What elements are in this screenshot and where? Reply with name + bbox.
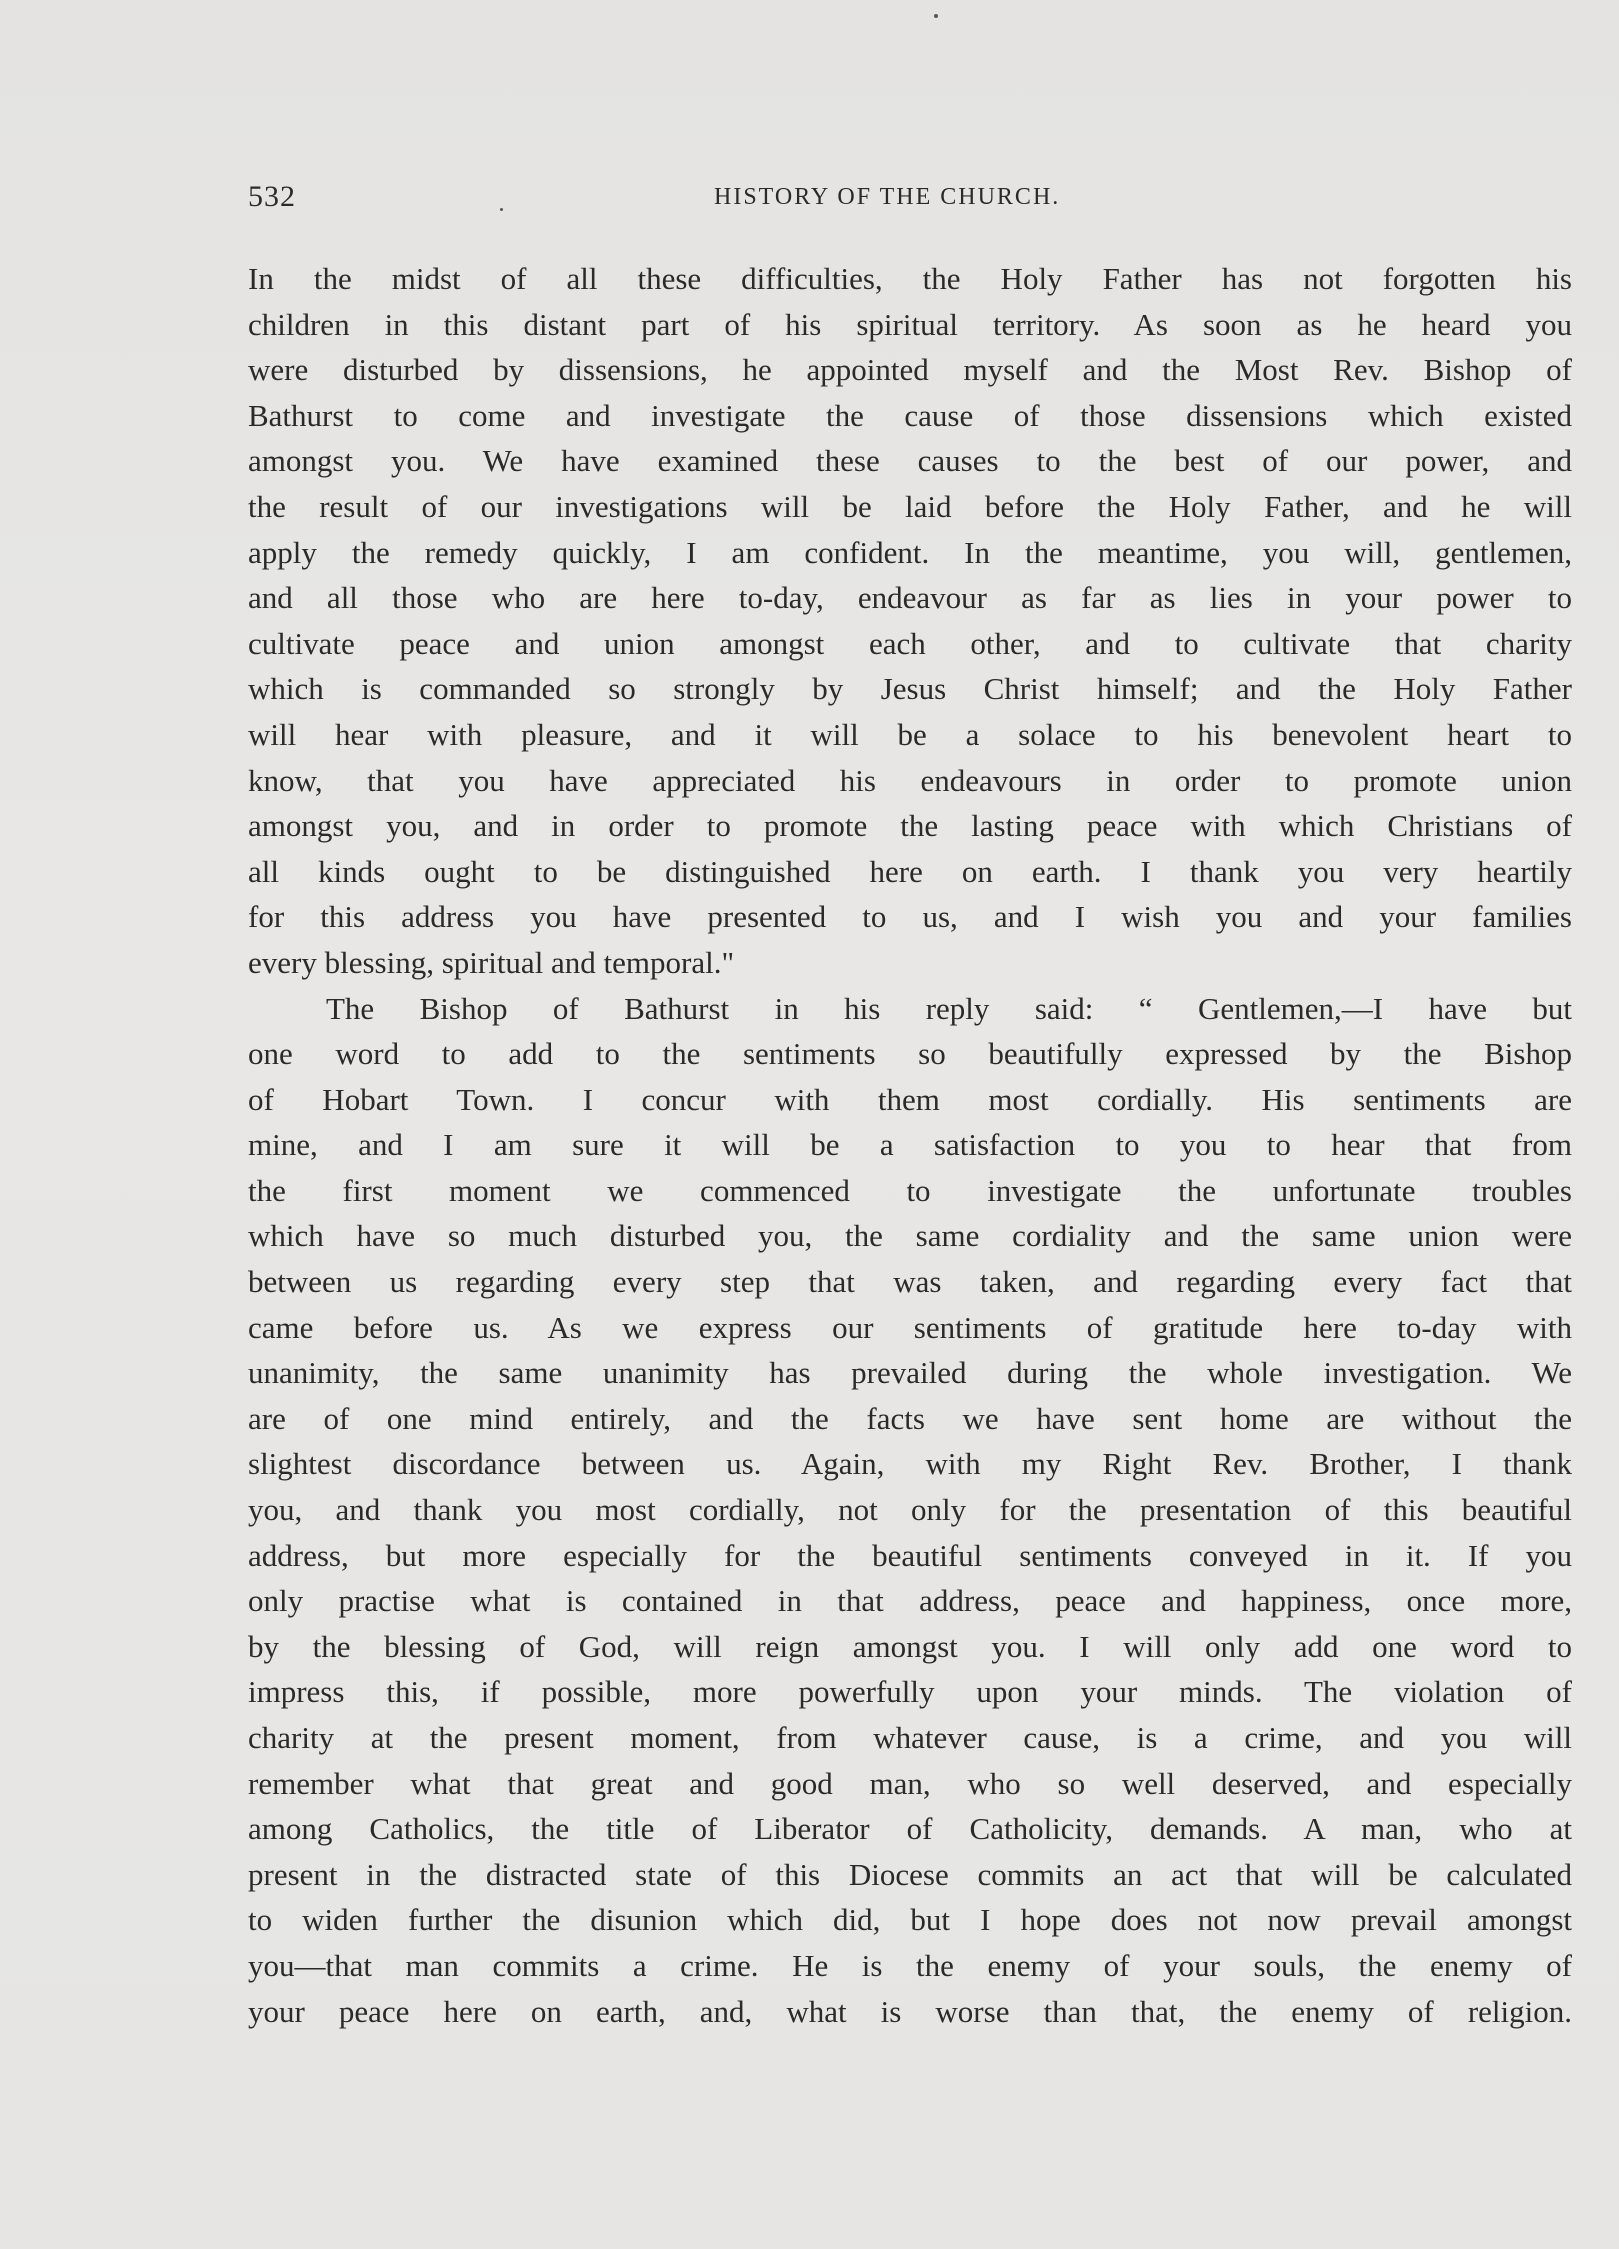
text-line: were disturbed by dissensions, he appointed myself and the Most Rev. Bishop of xyxy=(248,352,1572,388)
text-line: apply the remedy quickly, I am confident. In the meantime, you will, gentlemen, xyxy=(248,534,1572,570)
text-line: you, and thank you most cordially, not only for the presentation of this beautiful xyxy=(248,1492,1572,1528)
text-line: are of one mind entirely, and the facts we have sent home are without the xyxy=(248,1400,1572,1436)
text-line: for this address you have presented to us, and I wish you and your families xyxy=(248,899,1572,935)
text-line: amongst you, and in order to promote the lasting peace with which Christians of xyxy=(248,808,1572,844)
text-line: will hear with pleasure, and it will be a solace to his benevolent heart to xyxy=(248,716,1572,752)
text-line: cultivate peace and union amongst each other, and to cultivate that charity xyxy=(248,625,1572,661)
text-line: which is commanded so strongly by Jesus Christ himself; and the Holy Father xyxy=(248,671,1572,707)
text-line: amongst you. We have examined these causes to the best of our power, and xyxy=(248,443,1572,479)
text-line: all kinds ought to be distinguished here on earth. I thank you very heartily xyxy=(248,853,1572,889)
text-line: the first moment we commenced to investigate the unfortunate troubles xyxy=(248,1172,1572,1208)
text-line: only practise what is contained in that address, peace and happiness, once more, xyxy=(248,1583,1572,1619)
text-line: came before us. As we express our sentiments of gratitude here to-day with xyxy=(248,1309,1572,1345)
running-head xyxy=(248,180,1572,220)
text-line: between us regarding every step that was taken, and regarding every fact that xyxy=(248,1264,1572,1300)
text-line: slightest discordance between us. Again, with my Right Rev. Brother, I thank xyxy=(248,1446,1572,1482)
text-line: the result of our investigations will be laid before the Holy Father, and he will xyxy=(248,488,1572,524)
body-text xyxy=(248,256,1572,2034)
text-line: unanimity, the same unanimity has prevailed during the whole investigation. We xyxy=(248,1355,1572,1391)
text-line: know, that you have appreciated his endeavours in order to promote union xyxy=(248,762,1572,798)
text-line: charity at the present moment, from whatever cause, is a crime, and you will xyxy=(248,1720,1572,1755)
paragraph-2 xyxy=(248,986,1572,2035)
text-line: of Hobart Town. I concur with them most cordially. His sentiments are xyxy=(248,1081,1572,1117)
text-line: every blessing, spiritual and temporal." xyxy=(248,944,735,980)
text-line: among Catholics, the title of Liberator of Catholicity, demands. A man, who at xyxy=(248,1811,1572,1847)
text-line: one word to add to the sentiments so beautifully expressed by the Bishop xyxy=(248,1036,1572,1072)
text-line: children in this distant part of his spiritual territory. As soon as he heard you xyxy=(248,306,1572,342)
running-title: HISTORY OF THE CHURCH. xyxy=(714,184,1061,210)
text-line: mine, and I am sure it will be a satisfaction to you to hear that from xyxy=(248,1127,1572,1163)
text-line: Bathurst to come and investigate the cause of those dissensions which existed xyxy=(248,397,1572,433)
text-line: impress this, if possible, more powerfully upon your minds. The violation of xyxy=(248,1674,1572,1710)
text-line: and all those who are here to-day, endeavour as far as lies in your power to xyxy=(248,580,1572,616)
text-line: address, but more especially for the beautiful sentiments conveyed in it. If you xyxy=(248,1537,1572,1573)
print-speck xyxy=(934,14,938,18)
text-line: your peace here on earth, and, what is worse than that, the enemy of religion. xyxy=(248,1993,1572,2029)
text-line: In the midst of all these difficulties, the Holy Father has not forgotten his xyxy=(248,261,1572,296)
paragraph-1 xyxy=(248,256,1572,986)
text-line: you—that man commits a crime. He is the enemy of your souls, the enemy of xyxy=(248,1947,1572,1983)
text-line: present in the distracted state of this Diocese commits an act that will be calculated xyxy=(248,1856,1572,1892)
text-line: by the blessing of God, will reign amongst you. I will only add one word to xyxy=(248,1628,1572,1664)
text-line: remember what that great and good man, who so well deserved, and especially xyxy=(248,1765,1572,1801)
text-line: to widen further the disunion which did, but I hope does not now prevail amongst xyxy=(248,1902,1572,1938)
page-number: 532 xyxy=(248,180,296,213)
text-line: The Bishop of Bathurst in his reply said: “ Gentlemen,—I have but xyxy=(326,990,1572,1026)
text-line: which have so much disturbed you, the same cordiality and the same union were xyxy=(248,1218,1572,1254)
